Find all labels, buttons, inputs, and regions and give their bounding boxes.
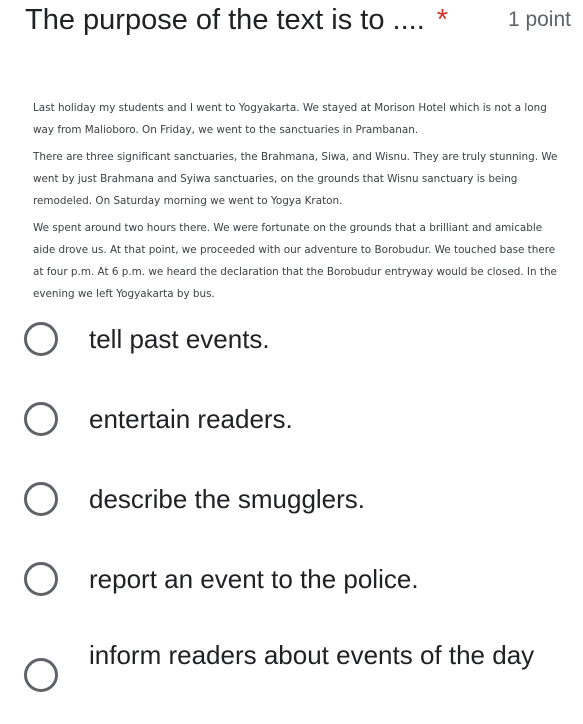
option-inform-readers[interactable] [0, 636, 583, 716]
option-label: report an event to the police. [89, 564, 419, 594]
option-describe-smugglers[interactable] [0, 480, 583, 518]
question-header [25, 0, 580, 40]
option-label: tell past events. [89, 324, 270, 354]
radio-button[interactable] [24, 658, 58, 692]
radio-button[interactable] [24, 322, 58, 356]
points-label: 1 point [507, 8, 571, 31]
required-marker: * [436, 3, 449, 36]
question-title: The purpose of the text is to .... [25, 3, 425, 36]
option-report-event-police[interactable] [0, 560, 583, 598]
option-entertain-readers[interactable] [0, 400, 583, 438]
option-label: describe the smugglers. [89, 484, 366, 514]
reading-passage [33, 97, 563, 310]
radio-button[interactable] [24, 562, 58, 596]
radio-button[interactable] [24, 482, 58, 516]
passage-paragraph: There are three significant sanctuaries, the Brahmana, Siwa, and Wisnu. They are truly stunning. We went by just Brahmana and Syiwa sanctuaries, on the grounds that Wisnu sanctuary is being remodeled. On Saturday morning we went to Yogya Kraton. [33, 151, 558, 207]
passage-paragraph: We spent around two hours there. We were fortunate on the grounds that a brilliant and amicable aide drove us. At that point, we proceeded with our adventure to Borobudur. We touched base there at four p.m. At 6 p.m. we heard the declaration that the Borobudur entryway would be closed. In the evening we left Yogyakarta by bus. [33, 222, 557, 300]
passage-paragraph: Last holiday my students and I went to Yogyakarta. We stayed at Morison Hotel which is not a long way from Malioboro. On Friday, we went to the sanctuaries in Prambanan. [33, 102, 547, 136]
option-tell-past-events[interactable] [0, 320, 583, 358]
option-label: entertain readers. [89, 404, 293, 434]
radio-button[interactable] [24, 402, 58, 436]
option-label: inform readers about events of the day [89, 640, 535, 670]
